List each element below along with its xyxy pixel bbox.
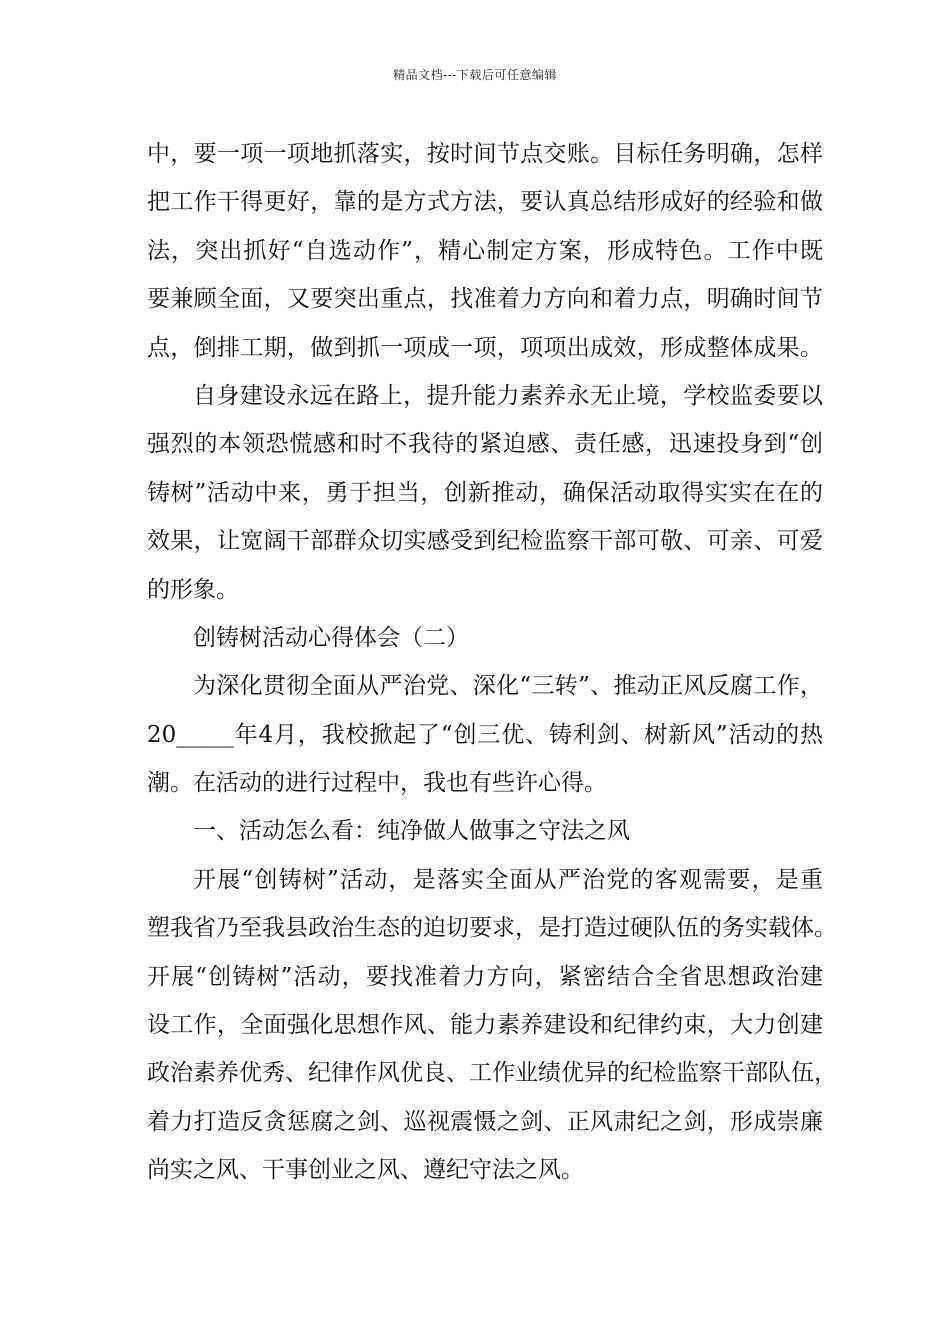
document-body	[147, 130, 837, 1195]
text-line: 尚实之风、干事创业之风、遵纪守法之风。	[147, 1157, 584, 1184]
text-line: 开展“创铸树”活动，是落实全面从严治党的客观需要，是重	[193, 866, 823, 893]
text-line: 效果，让宽阔干部群众切实感受到纪检监察干部可敬、可亲、可爱	[147, 528, 823, 555]
paragraph	[147, 662, 823, 807]
section-title-text: 创铸树活动心得体会（二）	[193, 624, 469, 651]
text-line: 点，倒排工期，做到抓一项成一项，项项出成效，形成整体成果。	[147, 334, 823, 361]
text-line: 铸树”活动中来，勇于担当，创新推动，确保活动取得实实在在的	[147, 479, 823, 506]
text-line: 潮。在活动的进行过程中，我也有些许心得。	[147, 770, 607, 797]
text-line: 的形象。	[147, 576, 239, 603]
text-line: 塑我省乃至我县政治生态的迫切要求，是打造过硬队伍的务实载体。	[147, 915, 837, 942]
text-line: 政治素养优秀、纪律作风优良、工作业绩优异的纪检监察干部队伍，	[147, 1060, 837, 1087]
subsection-title-text: 一、活动怎么看：纯净做人做事之守法之风	[193, 818, 630, 845]
text-line: 要兼顾全面，又要突出重点，找准着力方向和着力点，明确时间节	[147, 286, 823, 313]
text-line: 为深化贯彻全面从严治党、深化“三转”、推动正风反腐工作，	[193, 673, 823, 700]
paragraph	[147, 856, 837, 1195]
text-line: 中，要一项一项地抓落实，按时间节点交账。目标任务明确，怎样	[147, 141, 823, 167]
paragraph	[147, 130, 823, 372]
subsection-title	[147, 807, 823, 855]
paragraph	[147, 372, 823, 614]
text-line: 着力打造反贪惩腐之剑、巡视震慑之剑、正风肃纪之剑，形成崇廉	[147, 1108, 823, 1135]
text-line: 自身建设永远在路上，提升能力素养永无止境，学校监委要以	[193, 382, 823, 409]
text-line: 法，突出抓好“自选动作”，精心制定方案，形成特色。工作中既	[147, 237, 823, 264]
text-line: 开展“创铸树”活动，要找准着力方向，紧密结合全省思想政治建	[147, 963, 823, 990]
section-title	[147, 614, 823, 662]
text-line: 20_____年4月，我校掀起了“创三优、铸利剑、树新风”活动的热	[147, 721, 823, 748]
text-line: 设工作，全面强化思想作风、能力素养建设和纪律约束，大力创建	[147, 1012, 823, 1039]
page-header: 精品文档---下载后可任意编辑	[393, 68, 557, 82]
text-line: 把工作干得更好，靠的是方式方法，要认真总结形成好的经验和做	[147, 189, 823, 216]
text-line: 强烈的本领恐慌感和时不我待的紧迫感、责任感，迅速投身到“创	[147, 431, 823, 458]
